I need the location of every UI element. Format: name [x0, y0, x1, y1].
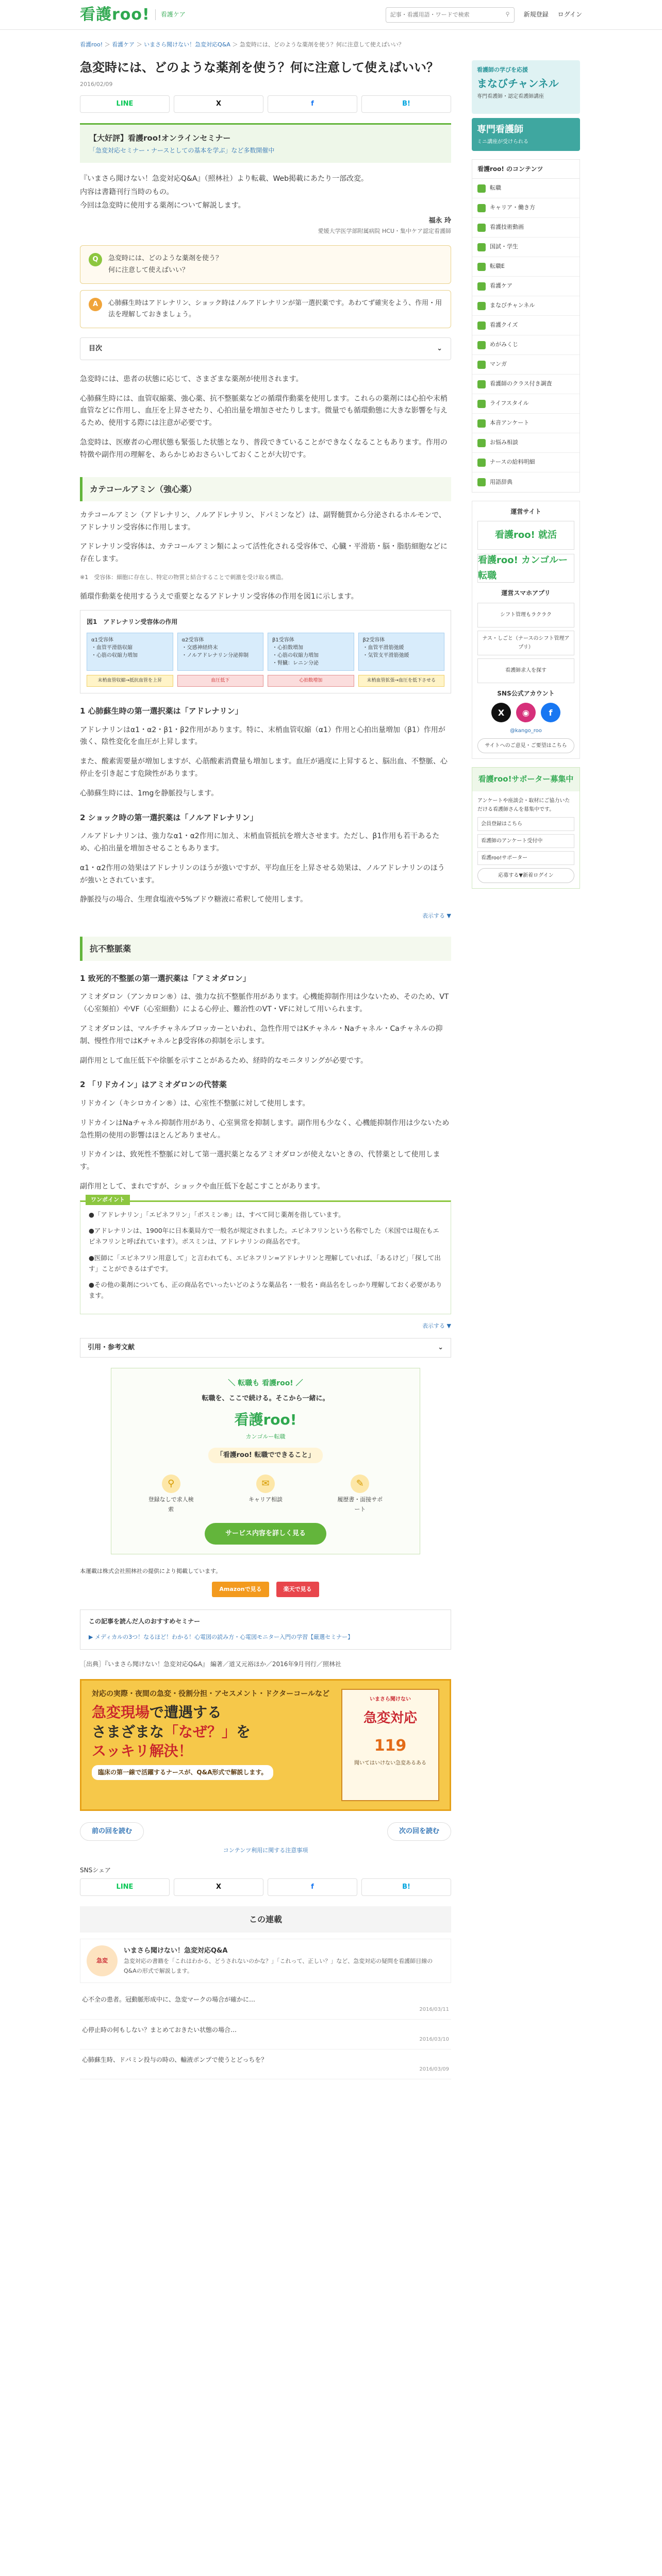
- body-paragraph: リドカイン（キシロカイン®）は、心室性不整脈に対して使用します。: [80, 1099, 310, 1108]
- book-headline: を: [236, 1723, 251, 1740]
- sidebar-item-label: 用語辞典: [490, 478, 512, 485]
- content-terms-link[interactable]: コンテンツ利用に関する注意事項: [223, 1846, 308, 1854]
- document-icon: ✎: [351, 1475, 369, 1493]
- sidebar-item[interactable]: [472, 453, 580, 472]
- supporter-recruit: [472, 767, 580, 889]
- series-item-date: 2016/03/10: [419, 2037, 449, 2043]
- sidebar-item-label: 看護ケア: [490, 282, 512, 290]
- body-paragraph: 循環作動薬を使用するうえで重要となるアドレナリン受容体の作用を図1に示します。: [80, 592, 358, 601]
- menu-icon: [477, 341, 486, 349]
- sidebar-item[interactable]: [472, 335, 580, 355]
- series-card[interactable]: [80, 1939, 451, 1983]
- prev-next-nav: [80, 1822, 451, 1841]
- breadcrumb: 看護roo! ＞ 看護ケア ＞ いまさら聞けない！急変対応Q&A ＞ 急変時には、どのような薬剤を使う？何に注意して使えばいい？: [80, 41, 404, 48]
- answer-text: 心肺蘇生時はアドレナリン、ショック時はノルアドレナリンが第一選択薬です。あわてず確実をよう、作用・用法を理解しておきましょう。: [108, 299, 442, 318]
- sidebar-item-label: キャリア・働き方: [490, 204, 535, 211]
- sidebar: [472, 55, 580, 2080]
- menu-icon: [477, 478, 486, 486]
- ad-features: [124, 1475, 407, 1514]
- sidebar-item-label: ナースの給料明細: [490, 459, 535, 466]
- ad-logo-sub: カンゴルー転職: [245, 1433, 286, 1440]
- figure-effect: 末梢血管拡張→血圧を低下させる: [358, 675, 445, 687]
- specialist-banner[interactable]: [472, 118, 580, 151]
- run-site-name: 看護roo! 就活: [494, 530, 557, 541]
- ad-logo: 看護roo!: [234, 1411, 297, 1429]
- question-box: [80, 245, 451, 283]
- series-description: 急変対応の書籍を「これはわかる、どうされないのかな？」「これって、正しい？」など、急変対応の疑問を看護師目線のQ&Aの形式で解説します。: [124, 1958, 433, 1975]
- content-menu-title: 看護roo! のコンテンツ: [472, 160, 580, 179]
- series-item-title: 心肺蘇生時、ドパミン投与の時の、輸液ポンプで使うとどっちを？: [82, 2056, 268, 2064]
- series-item-date: 2016/03/11: [419, 2006, 449, 2012]
- book-cover-title: 急変対応: [363, 1710, 417, 1726]
- recommended-seminar-title: この記事を読んだ人のおすすめセミナー: [89, 1618, 201, 1625]
- search-icon: ⚲: [162, 1475, 180, 1493]
- body-paragraph: アドレナリン受容体は、カテコールアミン類によって活性化される受容体で、心臓・平滑筋・脳・脂肪細胞などに存在します。: [80, 543, 448, 564]
- author-name: 福永 玲: [428, 216, 451, 225]
- one-point-box: [80, 1196, 451, 1314]
- x-icon[interactable]: X: [491, 703, 511, 722]
- one-point-label: ワンポイント: [86, 1195, 130, 1206]
- supporter-apply-button[interactable]: 応募する▼新着ログイン: [477, 868, 574, 883]
- one-point-item: ●医師に「エピネフリン用意して」と言われても、エピネフリン=アドレナリンと理解していれば、「あるけど」「探して出す」ことができるはずです。: [89, 1253, 441, 1273]
- section-heading: カテコールアミン（強心薬）: [80, 477, 451, 501]
- sns-account-id[interactable]: @kango_roo: [510, 728, 542, 734]
- share-line-button[interactable]: LINE: [80, 95, 170, 113]
- sidebar-item[interactable]: [472, 394, 580, 414]
- login-link[interactable]: ログイン: [557, 11, 582, 19]
- menu-icon: [477, 459, 486, 467]
- menu-icon: [477, 321, 486, 330]
- app-link[interactable]: 看護師求人を探す: [477, 658, 574, 683]
- supporter-description: アンケートや座談会・取材にご協力いただける看護師さんを募集中です。: [477, 798, 570, 812]
- figure-title: 図1 アドレナリン受容体の作用: [87, 618, 178, 626]
- banner-line: まなびチャンネル: [477, 77, 559, 90]
- recommended-seminar: [80, 1609, 451, 1650]
- sidebar-item[interactable]: [472, 355, 580, 375]
- book-cover: [341, 1689, 439, 1801]
- supporter-link[interactable]: 看護roo!サポーター: [477, 851, 574, 865]
- menu-icon: [477, 361, 486, 369]
- breadcrumb-item[interactable]: いまさら聞けない！急変対応Q&A: [144, 41, 230, 48]
- prev-article-button[interactable]: 前の回を読む: [80, 1822, 144, 1841]
- author-role: 愛媛大学医学部附属病院 HCU・集中ケア認定看護師: [318, 227, 451, 234]
- sidebar-item-label: 転職E: [490, 263, 505, 270]
- menu-icon: [477, 243, 486, 251]
- body-paragraph: アミオダロン（アンカロン®）は、強力な抗不整脈作用があります。心機能抑制作用は少ないため、そのため、VT（心室頻拍）やVF（心室細動）による心停止、難治性のVT・VFに対して用いられます。: [80, 993, 449, 1014]
- sns-icons: [477, 703, 574, 722]
- menu-icon: [477, 380, 486, 388]
- apps-title: 運営スマホアプリ: [501, 589, 551, 597]
- menu-icon: [477, 224, 486, 232]
- sidebar-item-label: マンガ: [490, 361, 507, 368]
- sidebar-item-label: 本音アンケート: [490, 419, 529, 427]
- chevron-down-icon: ⌄: [437, 344, 442, 352]
- article-date: 2016/02/09: [80, 80, 113, 88]
- amazon-button[interactable]: Amazonで見る: [212, 1582, 269, 1598]
- affiliate-note: 本運載は株式会社照林社の提供により掲載しています。: [80, 1567, 222, 1574]
- ad-feature-label: 登録なしで求人検索: [148, 1496, 194, 1513]
- sns-title: SNS公式アカウント: [497, 689, 555, 697]
- menu-icon: [477, 184, 486, 193]
- search-box[interactable]: [386, 7, 515, 23]
- menu-icon: [477, 419, 486, 428]
- menu-icon: [477, 302, 486, 310]
- sidebar-item[interactable]: [472, 257, 580, 277]
- sidebar-item-label: めがみくじ: [490, 341, 518, 348]
- body-paragraph: アドレナリンはα1・α2・β1・β2作用があります。特に、末梢血管収縮（α1）作用と心拍出量増加（β1）作用が強く、陰性変化を血圧が上昇します。: [80, 725, 445, 747]
- show-more-link[interactable]: 表示する ▼: [422, 1322, 451, 1329]
- sidebar-item[interactable]: [472, 277, 580, 296]
- share-buttons-bottom: [80, 1878, 451, 1896]
- article-title: 急変時には、どのような薬剤を使う？何に注意して使えばいい？: [80, 60, 439, 75]
- body-paragraph: カテコールアミン（アドレナリン、ノルアドレナリン、ドパミンなど）は、副腎髄質から分泌されるホルモンで、アドレナリン受容体に作用します。: [80, 511, 446, 532]
- figure-cell: β2受容体 ・血管平滑筋弛緩 ・気管支平滑筋弛緩: [358, 633, 445, 671]
- breadcrumb-current: 急変時には、どのような薬剤を使う？何に注意して使えばいい？: [239, 41, 404, 48]
- intro-line: 内容は書籍刊行当時のもの。: [80, 188, 174, 197]
- breadcrumb-item[interactable]: 看護roo!: [80, 41, 103, 48]
- one-point-item: ●アドレナリンは、1900年に日本薬局方で一般名が規定されました。エピネフリンという名称でした（米国では現在もエピネフリンと呼ばれています）。ボスミンは、アドレナリンの商品名です。: [89, 1227, 439, 1246]
- question-text: 急変時には、どのような薬剤を使う？ 何に注意して使えばいい？: [108, 255, 223, 274]
- content-menu: [472, 159, 580, 493]
- author-info: [80, 215, 451, 236]
- seminar-promo[interactable]: [80, 123, 451, 163]
- logo-subtitle[interactable]: 看護ケア: [155, 9, 186, 20]
- breadcrumb-item[interactable]: 看護ケア: [112, 41, 135, 48]
- one-point-item: ●その他の薬剤についても、正の商品名でいったいどのような薬品名・一般名・商品名をしっかり理解しておく必要があります。: [89, 1281, 442, 1300]
- sub-heading: 1 致死的不整脈の第一選択薬は「アミオダロン」: [80, 973, 251, 983]
- ad-detail-button[interactable]: サービス内容を詳しく見る: [205, 1523, 326, 1545]
- run-sites-title: 運営サイト: [510, 508, 541, 516]
- sidebar-item-label: 国試・学生: [490, 243, 518, 250]
- book-cover-top: いまさら聞けない: [370, 1696, 411, 1702]
- menu-icon: [477, 204, 486, 212]
- series-item-date: 2016/03/09: [419, 2066, 449, 2073]
- series-list-item[interactable]: [80, 2049, 451, 2079]
- next-article-button[interactable]: 次の回を読む: [387, 1822, 451, 1841]
- sidebar-item[interactable]: [472, 296, 580, 316]
- toc-label: 目次: [89, 344, 103, 352]
- sidebar-item[interactable]: [472, 414, 580, 433]
- sidebar-item[interactable]: [472, 238, 580, 257]
- supporter-heading: 看護roo!サポーター募集中: [472, 768, 580, 791]
- register-link[interactable]: 新規登録: [523, 11, 549, 19]
- ad-feature: [148, 1475, 194, 1514]
- supporter-link[interactable]: 看護師のアンケート受付中: [477, 834, 574, 848]
- sidebar-item[interactable]: [472, 218, 580, 238]
- references-toggle[interactable]: [80, 1338, 451, 1358]
- sidebar-item-label: 転職: [490, 184, 501, 192]
- figure-effect: 末梢血管収縮→抵抗血管を上昇: [87, 675, 173, 687]
- run-sites: [472, 501, 580, 759]
- book-tagline: 臨床の第一線で活躍するナースが、Q&A形式で解説します。: [92, 1765, 273, 1780]
- book-headline: 「なぜ？」: [164, 1723, 237, 1740]
- supporter-link[interactable]: 会員登録はこちら: [477, 817, 574, 831]
- question-icon: Q: [89, 253, 102, 266]
- book-headline: で遭遇する: [150, 1703, 222, 1721]
- chat-icon: ✉: [256, 1475, 275, 1493]
- sidebar-item-label: まなびチャンネル: [490, 302, 535, 309]
- book-headline: 急変現場: [92, 1703, 150, 1721]
- share-x-button[interactable]: X: [174, 1878, 263, 1896]
- banner-line: ミニ講座が受けられる: [477, 139, 528, 145]
- sidebar-item[interactable]: [472, 198, 580, 218]
- sidebar-item[interactable]: [472, 472, 580, 492]
- share-facebook-button[interactable]: f: [268, 95, 357, 113]
- body-paragraph: リドカインは、致死性不整脈に対して第一選択薬となるアミオダロンが使えないときの、代替薬として使用します。: [80, 1150, 440, 1172]
- seminar-title: 【大好評】看護roo!オンラインセミナー: [89, 133, 231, 143]
- intro-line: 今回は急変時に使用する薬剤について解説します。: [80, 201, 245, 210]
- rakuten-button[interactable]: 楽天で見る: [276, 1582, 319, 1598]
- share-buttons: [80, 95, 451, 113]
- sub-heading: 2 「リドカイン」はアミオダロンの代替薬: [80, 1080, 227, 1090]
- sidebar-item[interactable]: [472, 316, 580, 335]
- figure-cell: α2受容体 ・交感神経終末 ・ノルアドレナリン分泌抑制: [177, 633, 264, 671]
- series-item-title: 心不全の患者。冠動脈形成中に、急変マークの場合が確かに…: [82, 1996, 256, 2004]
- run-site-link[interactable]: [477, 554, 574, 583]
- series-thumbnail: 急変: [87, 1945, 118, 1976]
- feedback-button[interactable]: サイトへのご意見・ご要望はこちら: [477, 738, 574, 753]
- body-paragraph: 副作用として血圧低下や徐脈を示すことがあるため、経時的なモニタリングが必要です。: [80, 1056, 368, 1065]
- one-point-item: ●「アドレナリン」「エピネフリン」「ボスミン®」は、すべて同じ薬剤を指しています。: [89, 1210, 345, 1218]
- book-catchphrase: 対応の実際・夜間の急変・役割分担・アセスメント・ドクターコールなど: [92, 1689, 330, 1698]
- body-paragraph: アミオダロンは、マルチチャネルブロッカーといわれ、急性作用ではKチャネル・Naチャネル・Caチャネルの抑制、慢性作用ではKチャネルとβ受容体の抑制を示します。: [80, 1025, 443, 1045]
- series-title: いまさら聞けない！急変対応Q&A: [124, 1947, 228, 1955]
- figure-effect: 血圧低下: [177, 675, 264, 687]
- ad-feature-label: 履歴書・面接サポート: [337, 1496, 383, 1513]
- share-line-button[interactable]: LINE: [80, 1878, 170, 1896]
- sub-heading: 2 ショック時の第一選択薬は「ノルアドレナリン」: [80, 812, 258, 822]
- sidebar-item-label: 看護クイズ: [490, 321, 518, 329]
- figure-effect: 心拍数増加: [268, 675, 354, 687]
- logo-text: 看護roo!: [80, 6, 150, 24]
- series-list-item[interactable]: [80, 1989, 451, 2019]
- ad-can-label: 「看護roo! 転職でできること」: [208, 1448, 323, 1463]
- ad-feature-label: キャリア相談: [248, 1496, 283, 1503]
- banner-line: 看護師の学びを応援: [477, 66, 528, 73]
- sidebar-item-label: 看護師のクラス付き調査: [490, 380, 552, 387]
- body-paragraph: ノルアドレナリンは、強力なα1・α2作用に加え、末梢血管抵抗を増大させます。ただし、β1作用も若干あるため、心拍出量を増加させることもあります。: [80, 832, 440, 853]
- ad-feature: [242, 1475, 289, 1514]
- app-link[interactable]: シフト管理もラクラク: [477, 603, 574, 628]
- search-icon[interactable]: ⚲: [505, 11, 510, 18]
- book-cover-number: 119: [374, 1737, 407, 1755]
- show-more-link[interactable]: 表示する ▼: [422, 912, 451, 920]
- sub-heading: 1 心肺蘇生時の第一選択薬は「アドレナリン」: [80, 706, 243, 716]
- run-site-name: 看護roo! カンゴルー転職: [478, 554, 568, 582]
- ad-top-text: ＼ 転職も 看護roo! ／: [228, 1379, 303, 1388]
- search-input[interactable]: [390, 11, 506, 18]
- manabi-channel-banner[interactable]: [472, 60, 580, 114]
- series-list-item[interactable]: [80, 2020, 451, 2049]
- share-x-button[interactable]: X: [174, 95, 263, 113]
- series-item-title: 心停止時の何もしない？まとめておきたい状態の場合…: [82, 2026, 237, 2033]
- source-citation: ［出典］『いまさら聞けない！急変対応Q&A』 編著／道又元裕ほか／2016年9月刊行／照林社: [80, 1660, 342, 1668]
- body-paragraph: リドカインはNaチャネル抑制作用があり、心室異常を抑制します。副作用も少なく、心機能抑制作用は少ないため急性期の使用の影響はほとんどありません。: [80, 1118, 450, 1140]
- app-link[interactable]: ナス・しごと（ナースのシフト管理アプリ）: [477, 631, 574, 655]
- menu-icon: [477, 400, 486, 408]
- site-logo[interactable]: [80, 2, 186, 28]
- figure-adrenergic-receptors: [80, 610, 451, 693]
- menu-icon: [477, 282, 486, 291]
- section-heading: 抗不整脈薬: [80, 937, 451, 961]
- menu-icon: [477, 263, 486, 271]
- intro-line: 『いまさら聞けない！急変対応Q&A』（照林社）より転載、Web掲載にあたり一部改変。: [80, 175, 369, 183]
- share-facebook-button[interactable]: f: [268, 1878, 357, 1896]
- answer-box: [80, 290, 451, 328]
- series-heading: この連載: [80, 1906, 451, 1933]
- body-paragraph: 心肺蘇生時には、1mgを静脈投与します。: [80, 789, 219, 798]
- top-header: [0, 0, 662, 30]
- body-paragraph: 心肺蘇生時には、血管収縮薬、強心薬、抗不整脈薬などの循環作動薬を使用します。これらの薬剤には心拍や末梢血管などに作用し、血圧を上昇させたり、心拍出量を増加させたりします。微量でも循環動態に大きな影響を与えるため、使用する際には注意が必要です。: [80, 394, 448, 428]
- references-label: 引用・参考文献: [88, 1344, 135, 1352]
- body-paragraph: α1・α2作用の効果はアドレナリンのほうが強いですが、平均血圧を上昇させる効果は、ノルアドレナリンのほうが強いとされています。: [80, 863, 445, 885]
- footnote: ※1 受容体：細胞に存在し、特定の物質と結合することで刺激を受け取る構造。: [80, 573, 287, 581]
- share-hatena-button[interactable]: B!: [361, 95, 451, 113]
- book-headline: さまざまな: [92, 1723, 164, 1740]
- sns-share-label: SNSシェア: [80, 1866, 111, 1874]
- banner-line: 専門看護師: [477, 124, 523, 135]
- body-paragraph: 急変時には、患者の状態に応じて、さまざまな薬剤が使用されます。: [80, 375, 303, 383]
- body-paragraph: 副作用として、まれですが、ショックや血圧低下を起こすことがあります。: [80, 1182, 325, 1191]
- ad-feature: [337, 1475, 383, 1514]
- body-paragraph: 急変時は、医療者の心理状態も緊張した状態となり、普段できていることができなくなることもあります。作用の特徴や副作用の理解を、あらかじめおさらいしておくことが大切です。: [80, 438, 448, 459]
- seminar-subtitle[interactable]: 「急変対応セミナー・ナースとしての基本を学ぶ」など多数開催中: [89, 146, 275, 154]
- sidebar-item[interactable]: [472, 433, 580, 453]
- run-site-link[interactable]: [477, 521, 574, 550]
- menu-icon: [477, 439, 486, 447]
- banner-line: 専門看護師・認定看護師講座: [477, 94, 544, 100]
- figure-cell: β1受容体 ・心拍数増加 ・心筋の収縮力増加 ・腎臓：レニン分泌: [268, 633, 354, 671]
- job-change-banner[interactable]: [111, 1368, 420, 1554]
- sidebar-item-label: 看護技術動画: [490, 224, 524, 231]
- instagram-icon[interactable]: ◉: [516, 703, 536, 722]
- sidebar-item[interactable]: [472, 179, 580, 198]
- shop-buttons: [80, 1582, 451, 1598]
- article-main: [80, 55, 451, 2080]
- sidebar-item-label: ライフスタイル: [490, 400, 529, 407]
- table-of-contents[interactable]: [80, 337, 451, 360]
- book-banner[interactable]: [80, 1679, 451, 1811]
- recommended-seminar-link[interactable]: ▶ メディカルの3つ！なるほど！わかる！心電図の読み方・心電図モニター入門の学習【厳選セミナー】: [89, 1633, 354, 1640]
- answer-icon: A: [89, 298, 102, 311]
- sidebar-item[interactable]: [472, 375, 580, 394]
- book-cover-sub: 聞いてはいけない急変あるある: [354, 1760, 426, 1767]
- facebook-icon[interactable]: f: [541, 703, 560, 722]
- figure-cell: α1受容体 ・血管平滑筋収縮 ・心筋の収縮力増加: [87, 633, 173, 671]
- body-paragraph: また、酸素需要量が増加しますが、心筋酸素消費量も増加します。血圧が過度に上昇すると、脳出血、不整脈、心停止を引き起こす危険性があります。: [80, 757, 448, 778]
- body-paragraph: 静脈投与の場合、生理食塩液や5%ブドウ糖液に希釈して使用します。: [80, 895, 308, 904]
- share-hatena-button[interactable]: B!: [361, 1878, 451, 1896]
- chevron-down-icon: ⌄: [438, 1344, 443, 1352]
- sidebar-item-label: お悩み相談: [490, 439, 518, 446]
- book-headline: スッキリ解決！: [92, 1742, 193, 1760]
- ad-mid-text: 転職を、ここで続ける。そこから一緒に。: [202, 1394, 329, 1402]
